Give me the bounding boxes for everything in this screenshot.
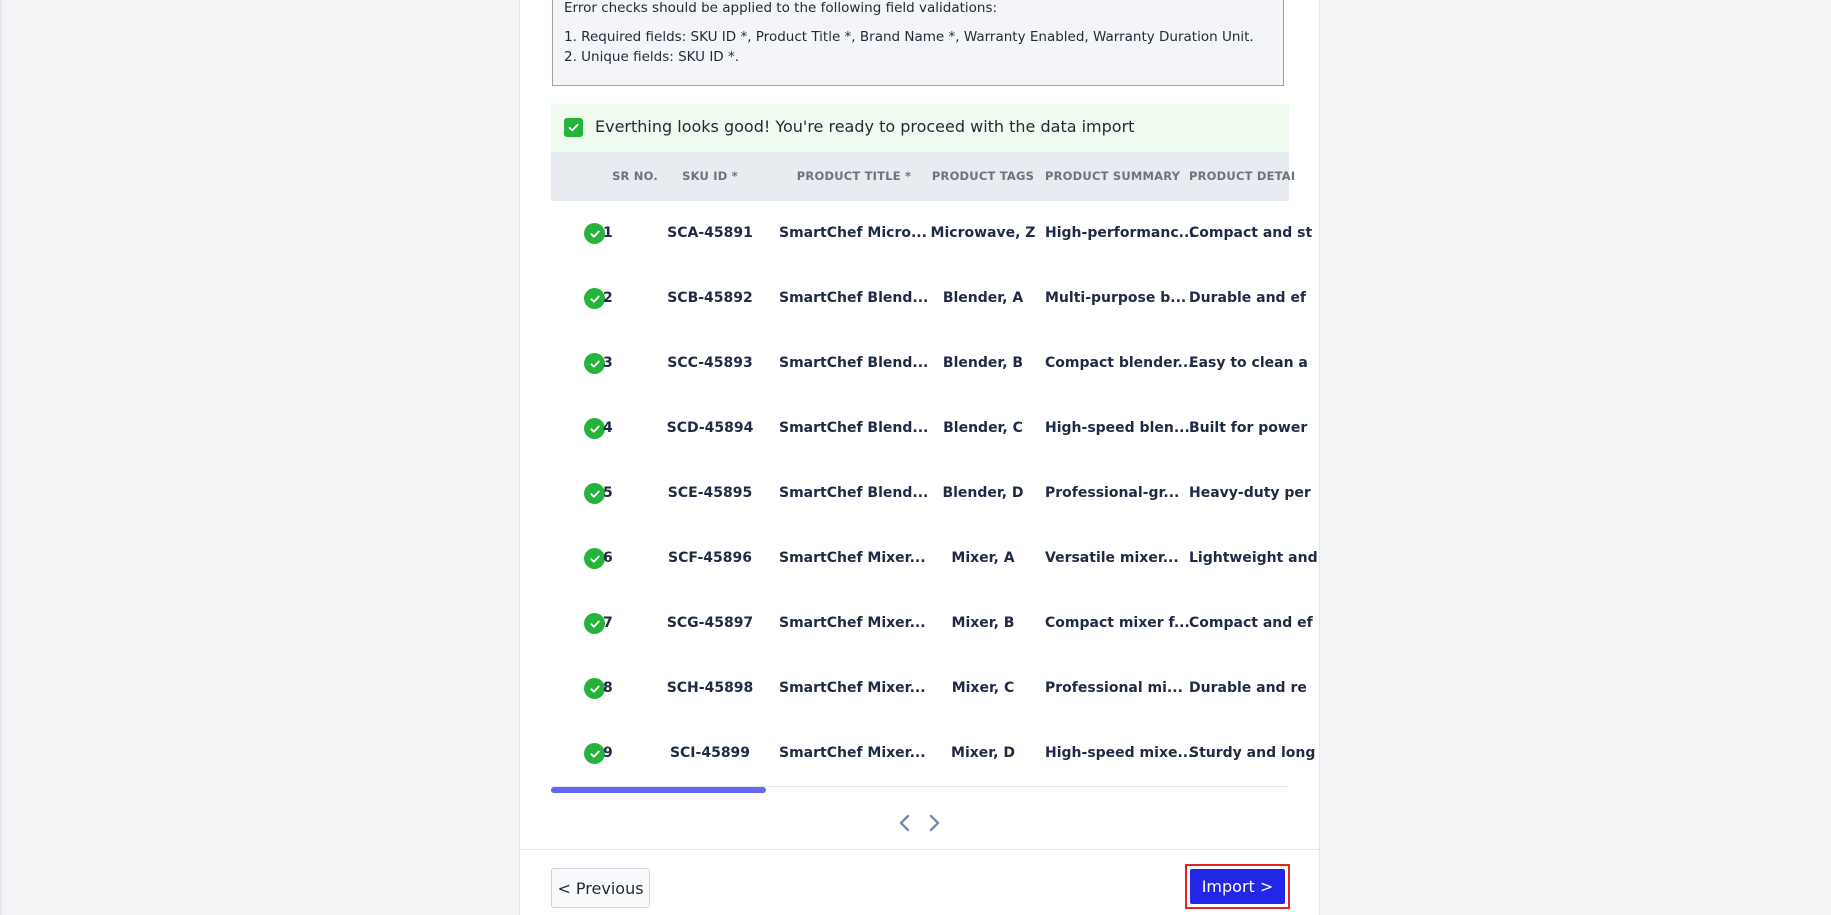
- cell-sr-no: 9: [603, 745, 613, 761]
- chevron-left-icon: [898, 814, 912, 832]
- check-circle-icon: [584, 613, 605, 634]
- cell-sku-id: SCB-45892: [667, 290, 753, 306]
- cell-product-summary: Versatile mixer...: [1045, 550, 1179, 566]
- cell-sku-id: SCE-45895: [667, 485, 753, 501]
- cell-product-details: Durable and re: [1189, 680, 1307, 696]
- cell-product-title: SmartChef Blend...: [779, 420, 929, 436]
- table-header: [551, 152, 1296, 201]
- cell-product-title: SmartChef Blend...: [779, 355, 929, 371]
- data-preview-table[interactable]: [551, 152, 1318, 792]
- check-circle-icon: [584, 483, 605, 504]
- cell-product-title: SmartChef Blend...: [779, 290, 929, 306]
- cell-product-details: Built for power: [1189, 420, 1308, 436]
- cell-sku-id: SCH-45898: [666, 680, 754, 696]
- cell-product-details: Compact and ef: [1189, 615, 1313, 631]
- cell-product-title: SmartChef Blend...: [779, 485, 929, 501]
- import-button[interactable]: Import >: [1190, 869, 1285, 904]
- table-row[interactable]: [551, 331, 1308, 397]
- cell-sku-id: SCI-45899: [669, 745, 751, 761]
- cell-sku-id: SCC-45893: [667, 355, 753, 371]
- cell-sr-no: 5: [603, 485, 613, 501]
- header-product-details: PRODUCT DETAI: [1189, 169, 1296, 183]
- table-row[interactable]: [551, 266, 1307, 332]
- check-square-icon: [564, 118, 583, 137]
- cell-sr-no: 6: [603, 550, 613, 566]
- cell-product-summary: Multi-purpose b...: [1045, 290, 1187, 306]
- check-circle-icon: [584, 678, 605, 699]
- table-row[interactable]: [551, 201, 1313, 267]
- cell-sku-id: SCF-45896: [667, 550, 752, 566]
- table-row[interactable]: [551, 396, 1308, 462]
- cell-product-details: Heavy-duty per: [1189, 485, 1311, 501]
- cell-product-tags: Mixer, B: [951, 615, 1015, 631]
- header-sr-no: SR NO.: [612, 169, 658, 183]
- cell-product-tags: Mixer, D: [951, 745, 1015, 761]
- validation-rule-required: 1. Required fields: SKU ID *, Product Title *, Brand Name *, Warranty Enabled, Warranty Duration Unit.: [564, 29, 1254, 45]
- cell-product-tags: Blender, D: [942, 485, 1024, 501]
- cell-product-details: Durable and ef: [1189, 290, 1307, 306]
- success-banner: [551, 104, 1289, 152]
- check-circle-icon: [584, 548, 605, 569]
- cell-product-details: Lightweight and: [1189, 550, 1318, 566]
- cell-product-details: Easy to clean a: [1189, 355, 1308, 371]
- cell-sku-id: SCG-45897: [666, 615, 754, 631]
- table-row[interactable]: [551, 461, 1311, 527]
- check-circle-icon: [584, 353, 605, 374]
- horizontal-scrollbar[interactable]: [551, 787, 1289, 793]
- check-circle-icon: [584, 418, 605, 439]
- check-circle-icon: [584, 223, 605, 244]
- cell-sr-no: 1: [603, 225, 613, 241]
- cell-product-tags: Mixer, C: [951, 680, 1015, 696]
- cell-product-summary: Professional-gr...: [1045, 485, 1180, 501]
- cell-product-details: Compact and st: [1189, 225, 1313, 241]
- cell-product-summary: Compact blender...: [1045, 355, 1194, 371]
- header-product-tags: PRODUCT TAGS: [931, 169, 1035, 183]
- cell-product-title: SmartChef Mixer...: [779, 550, 926, 566]
- cell-sku-id: SCD-45894: [666, 420, 754, 436]
- cell-product-summary: High-performanc...: [1045, 225, 1195, 241]
- chevron-right-icon: [927, 814, 941, 832]
- table-row[interactable]: [551, 656, 1307, 722]
- import-button-highlight: [1185, 864, 1290, 909]
- header-product-title: PRODUCT TITLE *: [796, 169, 912, 183]
- cell-sku-id: SCA-45891: [667, 225, 753, 241]
- validation-rule-unique: 2. Unique fields: SKU ID *.: [564, 49, 740, 65]
- check-circle-icon: [584, 743, 605, 764]
- cell-product-tags: Mixer, A: [951, 550, 1015, 566]
- pagination-next-button[interactable]: [923, 812, 945, 834]
- table-row[interactable]: [551, 591, 1313, 657]
- cell-product-details: Sturdy and long: [1189, 745, 1316, 761]
- cell-product-summary: High-speed mixe...: [1045, 745, 1194, 761]
- scrollbar-thumb[interactable]: [551, 787, 766, 793]
- check-circle-icon: [584, 288, 605, 309]
- cell-sr-no: 4: [603, 420, 613, 436]
- header-product-summary: PRODUCT SUMMARY: [1045, 169, 1181, 183]
- import-card: [519, 0, 1320, 915]
- cell-product-title: SmartChef Mixer...: [779, 745, 926, 761]
- cell-product-summary: Professional mi...: [1045, 680, 1183, 696]
- footer-divider: [520, 849, 1319, 850]
- validation-rules-box: [552, 0, 1284, 86]
- validation-intro: Error checks should be applied to the following field validations:: [564, 0, 998, 16]
- cell-product-summary: High-speed blen...: [1045, 420, 1190, 436]
- table-row[interactable]: [551, 526, 1318, 592]
- success-message: Everthing looks good! You're ready to proceed with the data import: [595, 117, 1135, 136]
- cell-product-summary: Compact mixer f...: [1045, 615, 1190, 631]
- cell-sr-no: 7: [603, 615, 613, 631]
- cell-product-tags: Microwave, Z: [930, 225, 1036, 241]
- cell-product-tags: Blender, B: [942, 355, 1024, 371]
- cell-product-title: SmartChef Micro...: [779, 225, 927, 241]
- cell-sr-no: 3: [603, 355, 613, 371]
- header-sku-id: SKU ID *: [682, 169, 738, 183]
- cell-sr-no: 8: [603, 680, 613, 696]
- cell-product-tags: Blender, A: [942, 290, 1024, 306]
- cell-product-title: SmartChef Mixer...: [779, 680, 926, 696]
- page-edge: [0, 0, 2, 915]
- cell-product-title: SmartChef Mixer...: [779, 615, 926, 631]
- cell-sr-no: 2: [603, 290, 613, 306]
- previous-button[interactable]: < Previous: [551, 868, 650, 908]
- pagination-prev-button[interactable]: [894, 812, 916, 834]
- table-row[interactable]: [551, 721, 1316, 787]
- cell-product-tags: Blender, C: [943, 420, 1023, 436]
